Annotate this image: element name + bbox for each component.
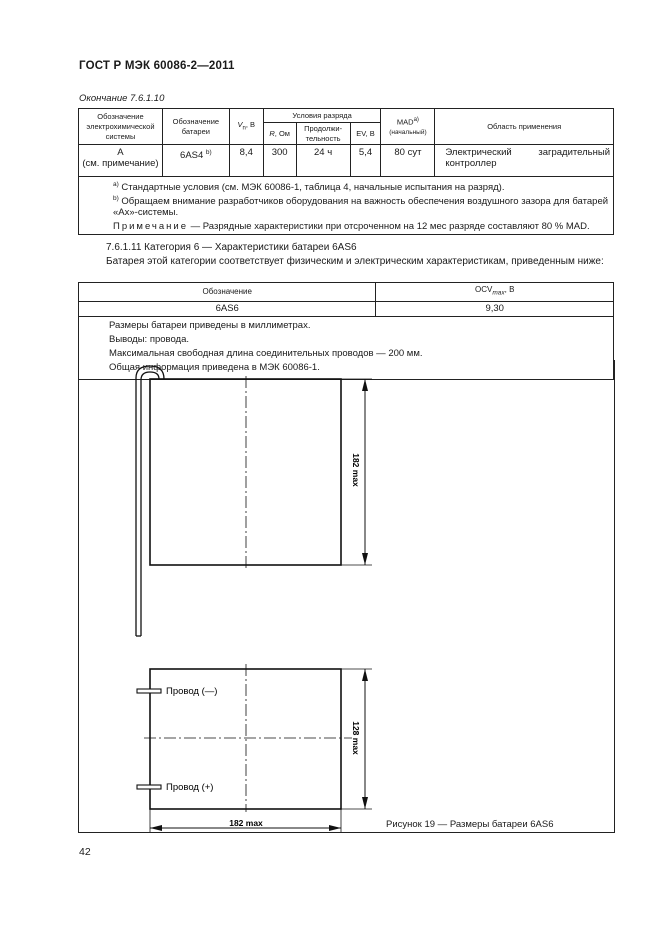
table-footnotes: $^{a)}$ Стандартные условия (см. МЭК 60086-1, таблица 4, начальные испытания на разряд). $^{b)}$ Обращаем внимание разработчиков оборудования на важность обеспечения воздушного зазора для батарей «Ах»-системы. Примечание — Разрядные характеристики при отсроченном на 12 мес разряде составляют 80 % MAD. [79,177,614,235]
negative-wire [137,689,161,693]
col-conditions-header: Условия разряда [263,109,381,123]
col-r-header: R, Ом [263,123,296,145]
info-line: Размеры батареи приведены в миллиметрах. [109,319,311,331]
continuation-label: Окончание 7.6.1.10 [79,93,165,104]
col-mad-header: MAD$^{a)}$ (начальный) [381,109,435,145]
cell-vn: 8,4 [229,145,263,177]
cell-ev: 5,4 [350,145,381,177]
cell-r: 300 [263,145,296,177]
wire-negative-label: Провод (—) [166,686,218,697]
page-number: 42 [79,846,91,858]
cell-ocv: 9,30 [376,301,614,316]
info-line: Максимальная свободная длина соединительных проводов — 200 мм. [109,347,423,359]
positive-wire [137,785,161,789]
dim-width-label: 182 max [229,818,263,828]
col-system-header: Обозначение электрохимической системы [79,109,163,145]
dim-height2-label: 128 max [351,721,361,755]
cell-battery: 6AS4 $^{b)}$ [162,145,229,177]
col-ev-header: EV, В [350,123,381,145]
figure-caption: Рисунок 19 — Размеры батареи 6AS6 [386,819,554,830]
col-battery-header: Обозначение батареи [162,109,229,145]
cell-area: Электрический заградительный контроллер [435,145,614,177]
dim-height-label: 182 max [351,453,361,487]
section-heading: 7.6.1.11 Категория 6 — Характеристики батареи 6AS6 [106,242,357,253]
col-duration-header: Продолжи-тельность [296,123,350,145]
cell-system: A (см. примечание) [79,145,163,177]
info-line: Выводы: провода. [109,333,190,345]
cell-duration: 24 ч [296,145,350,177]
col-designation-header: Обозначение [79,283,376,302]
col-ocv-header: $OCV_{max}$, В [376,283,614,302]
section-paragraph: Батарея этой категории соответствует физическим и электрическим характеристикам, приведенным ниже: [106,256,604,267]
info-line: Общая информация приведена в МЭК 60086-1. [109,361,320,373]
cell-mad: 80 сут [381,145,435,177]
col-vn-header: $V_n$, В [229,109,263,145]
cell-designation: 6AS6 [79,301,376,316]
page-header: ГОСТ Р МЭК 60086-2—2011 [79,60,235,72]
wire-positive-label: Провод (+) [166,782,214,793]
battery-top-view [150,379,341,565]
col-area-header: Область применения [435,109,614,145]
